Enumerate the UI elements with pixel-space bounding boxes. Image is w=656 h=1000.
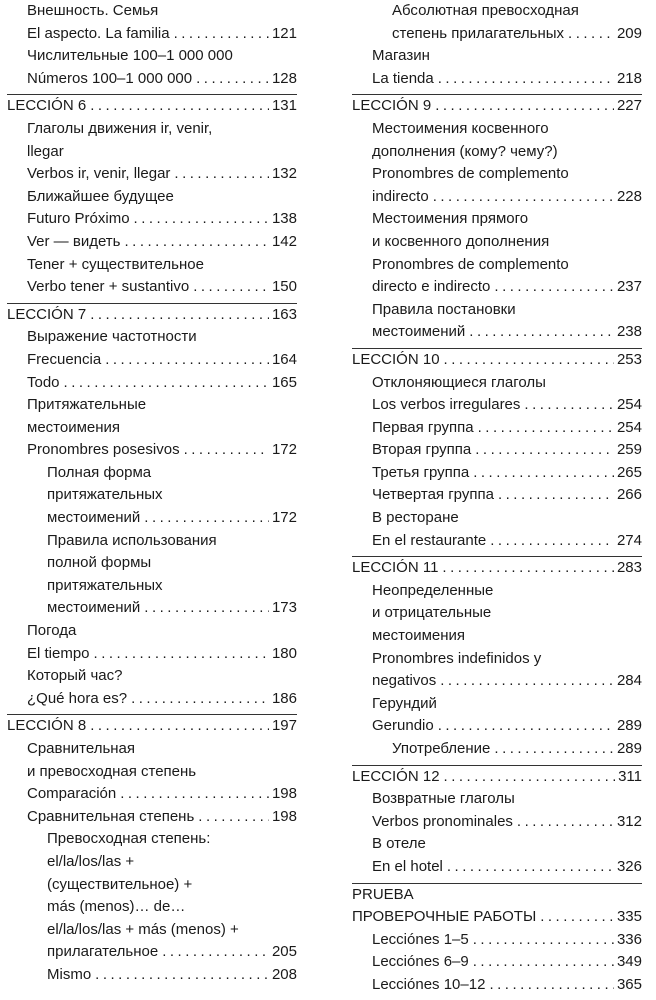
- toc-page-number: 253: [616, 350, 642, 368]
- dot-leader: [90, 643, 269, 666]
- toc-entry: [352, 670, 642, 693]
- toc-entry: [352, 299, 642, 322]
- dot-leader: [494, 484, 614, 507]
- toc-left-column: [7, 0, 297, 987]
- toc-entry: [352, 372, 642, 395]
- toc-right-column: [352, 0, 642, 997]
- dot-leader: [101, 349, 269, 372]
- toc-entry-text: Герундий: [372, 694, 437, 712]
- dot-leader: [180, 439, 269, 462]
- toc-entry: [352, 417, 642, 440]
- toc-entry: [7, 372, 297, 395]
- toc-entry: [352, 951, 642, 974]
- toc-page-number: 289: [616, 740, 642, 757]
- toc-page-number: 311: [618, 767, 642, 785]
- toc-page-number: 228: [616, 187, 642, 205]
- toc-entry: [7, 439, 297, 462]
- toc-entry: [352, 462, 642, 485]
- toc-entry-text: Verbo tener + sustantivo: [27, 278, 190, 296]
- toc-entry: [7, 231, 297, 254]
- toc-page-number: 131: [271, 97, 297, 115]
- toc-entry: [7, 141, 297, 164]
- toc-entry: [352, 929, 642, 952]
- toc-entry: [7, 597, 297, 620]
- toc-page-number: 198: [271, 807, 297, 825]
- toc-entry-text: negativos: [372, 672, 437, 690]
- dot-leader: [443, 856, 614, 879]
- toc-page-number: 326: [616, 857, 642, 875]
- toc-entry: [7, 254, 297, 277]
- toc-page-number: 163: [271, 305, 297, 323]
- toc-entry-text: Verbos ir, venir, llegar: [27, 165, 171, 183]
- toc-section: [7, 0, 297, 90]
- toc-entry: [7, 462, 297, 485]
- toc-entry-text: прилагательное: [47, 943, 159, 961]
- toc-entry-text: Внешность. Семья: [27, 2, 159, 19]
- toc-page-number: 335: [616, 908, 642, 926]
- toc-page-number: 173: [271, 599, 297, 617]
- toc-entry: [7, 851, 297, 874]
- toc-page-number: 336: [616, 930, 642, 948]
- dot-leader: [158, 941, 269, 964]
- toc-entry: [352, 276, 642, 299]
- toc-entry: [7, 417, 297, 440]
- toc-page-number: 259: [616, 441, 642, 459]
- toc-entry-text: LECCIÓN 12: [352, 767, 440, 785]
- toc-entry: [7, 688, 297, 711]
- toc-section: [352, 883, 642, 997]
- toc-entry: [352, 186, 642, 209]
- toc-entry-text: местоимений: [47, 599, 141, 617]
- toc-entry-text: LECCIÓN 8: [7, 717, 87, 735]
- toc-entry-text: Возвратные глаголы: [372, 790, 515, 808]
- toc-heading-entry: [7, 304, 297, 327]
- toc-entry-text: El tiempo: [27, 644, 90, 662]
- dot-leader: [436, 670, 614, 693]
- dot-leader: [91, 964, 269, 987]
- toc-entry-text: местоимения: [372, 627, 466, 645]
- toc-entry: [352, 715, 642, 738]
- dot-leader: [486, 530, 614, 553]
- toc-page-number: 283: [616, 559, 642, 577]
- toc-page-number: 198: [271, 785, 297, 803]
- toc-entry: [352, 833, 642, 856]
- toc-entry: [7, 964, 297, 987]
- dot-leader: [536, 906, 614, 929]
- toc-entry: [352, 856, 642, 879]
- toc-entry: [7, 874, 297, 897]
- toc-entry-text: LECCIÓN 10: [352, 350, 440, 368]
- toc-section: [352, 348, 642, 552]
- toc-entry-text: местоимений: [372, 323, 466, 341]
- toc-entry: [352, 439, 642, 462]
- toc-page-number: 138: [271, 210, 297, 228]
- toc-entry-text: Números 100–1 000 000: [27, 69, 193, 87]
- toc-entry-text: Отклоняющиеся глаголы: [372, 373, 546, 391]
- toc-page-number: 128: [271, 69, 297, 87]
- toc-heading-entry: [352, 766, 642, 789]
- dot-leader: [140, 597, 269, 620]
- dot-leader: [440, 349, 614, 372]
- toc-entry-text: Verbos pronominales: [372, 812, 513, 830]
- toc-heading-entry: [352, 349, 642, 372]
- toc-entry: [7, 896, 297, 919]
- toc-page-number: 284: [616, 672, 642, 690]
- toc-entry: [352, 141, 642, 164]
- dot-leader: [140, 507, 269, 530]
- dot-leader: [194, 806, 269, 829]
- toc-heading-entry: [352, 557, 642, 580]
- toc-entry-text: Futuro Próximo: [27, 210, 130, 228]
- toc-entry-text: Mismo: [47, 965, 92, 983]
- dot-leader: [130, 208, 269, 231]
- toc-page-number: 254: [616, 396, 642, 414]
- toc-entry-text: Comparación: [27, 785, 117, 803]
- toc-page-number: 208: [271, 965, 297, 983]
- toc-entry-text: Pronombres indefinidos y: [372, 649, 542, 667]
- toc-entry-text: el/la/los/las +: [47, 852, 135, 870]
- toc-page-number: 180: [271, 644, 297, 662]
- toc-entry: [7, 163, 297, 186]
- toc-entry: [352, 208, 642, 231]
- toc-heading-entry: [7, 95, 297, 118]
- dot-leader: [127, 688, 269, 711]
- dot-leader: [60, 372, 269, 395]
- toc-entry: [352, 530, 642, 553]
- toc-entry: [352, 507, 642, 530]
- dot-leader: [434, 715, 614, 738]
- toc-section: [352, 765, 642, 879]
- toc-entry: [352, 974, 642, 997]
- toc-entry-text: LECCIÓN 6: [7, 97, 87, 115]
- dot-leader: [564, 23, 614, 46]
- toc-section: [352, 0, 642, 90]
- toc-entry-text: Глаголы движения ir, venir,: [27, 119, 213, 137]
- toc-entry-text: ПРОВЕРОЧНЫЕ РАБОТЫ: [352, 908, 537, 926]
- toc-entry: [7, 394, 297, 417]
- dot-leader: [474, 417, 614, 440]
- toc-page-number: 312: [616, 812, 642, 830]
- toc-entry-text: indirecto: [372, 187, 429, 205]
- toc-entry: [7, 665, 297, 688]
- toc-entry-text: Абсолютная превосходная: [392, 2, 579, 19]
- toc-entry: [7, 326, 297, 349]
- toc-entry-text: Сравнительная степень: [27, 807, 195, 825]
- toc-page-number: 365: [616, 975, 642, 993]
- toc-page-number: 142: [271, 232, 297, 250]
- dot-leader: [431, 95, 614, 118]
- toc-page-number: 265: [616, 463, 642, 481]
- toc-entry: [352, 602, 642, 625]
- toc-entry: [352, 625, 642, 648]
- toc-entry: [352, 45, 642, 68]
- toc-entry-text: местоимений: [47, 509, 141, 527]
- toc-entry-text: Правила постановки: [372, 300, 516, 318]
- toc-entry: [352, 788, 642, 811]
- toc-entry-text: Числительные 100–1 000 000: [27, 47, 233, 65]
- dot-leader: [170, 23, 269, 46]
- toc-entry-text: (существительное) +: [47, 875, 193, 893]
- toc-entry: [7, 738, 297, 761]
- toc-entry: [352, 648, 642, 671]
- toc-entry: [352, 484, 642, 507]
- toc-entry-text: дополнения (кому? чему?): [372, 142, 558, 160]
- toc-entry-text: местоимения: [27, 418, 121, 436]
- toc-entry-text: Pronombres posesivos: [27, 441, 180, 459]
- toc-entry-text: Ближайшее будущее: [27, 187, 174, 205]
- toc-entry-text: PRUEBA: [352, 885, 414, 903]
- toc-entry-text: Первая группа: [372, 418, 474, 436]
- toc-page-number: 218: [616, 69, 642, 87]
- toc-entry-text: и косвенного дополнения: [372, 232, 550, 250]
- toc-page-number: 165: [271, 373, 297, 391]
- toc-heading-entry: [352, 906, 642, 929]
- toc-entry-text: В ресторане: [372, 509, 459, 527]
- toc-entry-text: и превосходная степень: [27, 762, 197, 780]
- toc-entry-text: Сравнительная: [27, 740, 136, 757]
- toc-entry: [352, 811, 642, 834]
- toc-page-number: 121: [271, 24, 297, 42]
- dot-leader: [192, 68, 269, 91]
- toc-page-number: 205: [271, 943, 297, 961]
- toc-entry: [7, 552, 297, 575]
- toc-entry: [7, 118, 297, 141]
- toc-entry-text: Притяжательные: [27, 396, 147, 414]
- toc-page-number: 164: [271, 350, 297, 368]
- dot-leader: [120, 231, 268, 254]
- toc-entry-text: Четвертая группа: [372, 486, 494, 504]
- toc-entry: [7, 941, 297, 964]
- toc-entry: [352, 163, 642, 186]
- toc-entry-text: En el restaurante: [372, 531, 487, 549]
- dot-leader: [469, 929, 614, 952]
- toc-section: [352, 556, 642, 760]
- toc-section: [352, 94, 642, 344]
- toc-entry-text: Lecciónes 1–5: [372, 930, 469, 948]
- dot-leader: [490, 276, 614, 299]
- toc-page-number: 289: [616, 717, 642, 735]
- toc-entry: [352, 231, 642, 254]
- dot-leader: [490, 738, 614, 761]
- toc-entry-text: Frecuencia: [27, 350, 102, 368]
- toc-page-number: 266: [616, 486, 642, 504]
- dot-leader: [86, 95, 269, 118]
- toc-entry-text: В отеле: [372, 835, 426, 853]
- toc-entry-text: Погода: [27, 622, 77, 640]
- toc-entry: [7, 761, 297, 784]
- toc-entry-text: Употребление: [392, 740, 491, 757]
- toc-page-number: 209: [616, 24, 642, 42]
- toc-heading-entry: [7, 715, 297, 738]
- toc-entry-text: Pronombres de complemento: [372, 255, 569, 273]
- toc-entry: [352, 738, 642, 761]
- toc-entry: [352, 394, 642, 417]
- toc-entry: [352, 23, 642, 46]
- toc-entry-text: Lecciónes 6–9: [372, 953, 469, 971]
- toc-heading-entry: [352, 884, 642, 907]
- toc-entry-text: Неопределенные: [372, 581, 494, 599]
- toc-entry-text: притяжательных: [47, 576, 163, 594]
- toc-entry-text: Ver — видеть: [27, 232, 121, 250]
- toc-section: [7, 303, 297, 711]
- toc-entry-text: Выражение частотности: [27, 328, 197, 346]
- dot-leader: [471, 439, 614, 462]
- toc-entry-text: Tener + существительное: [27, 255, 204, 273]
- toc-entry-text: llegar: [27, 142, 64, 160]
- toc-entry: [7, 186, 297, 209]
- dot-leader: [116, 783, 269, 806]
- toc-page-number: 349: [616, 953, 642, 971]
- dot-leader: [434, 68, 614, 91]
- toc-entry-text: LECCIÓN 11: [352, 559, 439, 577]
- toc-entry-text: Правила использования: [47, 531, 217, 549]
- toc-entry: [7, 208, 297, 231]
- dot-leader: [170, 163, 269, 186]
- toc-entry-text: directo e indirecto: [372, 278, 491, 296]
- toc-entry: [352, 0, 642, 23]
- toc-entry-text: En el hotel: [372, 857, 443, 875]
- toc-entry-text: Магазин: [372, 47, 430, 65]
- toc-page-number: 186: [271, 689, 297, 707]
- toc-page-number: 237: [616, 278, 642, 296]
- toc-entry-text: Превосходная степень:: [47, 830, 211, 848]
- toc-page-number: 274: [616, 531, 642, 549]
- toc-entry: [7, 507, 297, 530]
- dot-leader: [189, 276, 269, 299]
- toc-entry-text: Pronombres de complemento: [372, 165, 569, 183]
- toc-entry-text: степень прилагательных: [392, 24, 565, 42]
- toc-entry: [352, 118, 642, 141]
- toc-entry-text: притяжательных: [47, 486, 163, 504]
- toc-entry-text: Третья группа: [372, 463, 470, 481]
- toc-entry: [7, 828, 297, 851]
- toc-entry-text: полной формы: [47, 554, 152, 572]
- toc-entry-text: Lecciónes 10–12: [372, 975, 486, 993]
- toc-entry-text: LECCIÓN 7: [7, 305, 87, 323]
- toc-entry: [7, 23, 297, 46]
- toc-section: [7, 94, 297, 298]
- dot-leader: [513, 811, 614, 834]
- toc-entry-text: más (menos)… de…: [47, 898, 186, 916]
- toc-entry-text: Местоимения косвенного: [372, 119, 549, 137]
- dot-leader: [469, 462, 614, 485]
- toc-page-number: 254: [616, 418, 642, 436]
- toc-entry: [352, 68, 642, 91]
- dot-leader: [438, 557, 614, 580]
- toc-entry: [7, 484, 297, 507]
- toc-entry-text: Los verbos irregulares: [372, 396, 521, 414]
- toc-entry-text: Полная форма: [47, 463, 152, 481]
- toc-entry-text: La tienda: [372, 69, 434, 87]
- toc-entry-text: Вторая группа: [372, 441, 472, 459]
- toc-entry: [7, 919, 297, 942]
- toc-entry-text: и отрицательные: [372, 604, 492, 622]
- toc-entry-text: Gerundio: [372, 717, 434, 735]
- toc-entry: [7, 575, 297, 598]
- toc-page-number: 172: [271, 509, 297, 527]
- toc-page-number: 227: [616, 97, 642, 115]
- toc-entry: [7, 68, 297, 91]
- toc-entry: [352, 580, 642, 603]
- toc-entry-text: ¿Qué hora es?: [27, 689, 128, 707]
- toc-heading-entry: [352, 95, 642, 118]
- toc-page-number: 150: [271, 278, 297, 296]
- dot-leader: [440, 766, 616, 789]
- toc-page-number: 238: [616, 323, 642, 341]
- toc-entry: [7, 45, 297, 68]
- toc-page-number: 172: [271, 441, 297, 459]
- dot-leader: [429, 186, 614, 209]
- toc-entry: [7, 0, 297, 23]
- toc-entry: [7, 276, 297, 299]
- dot-leader: [485, 974, 614, 997]
- toc-entry-text: Todo: [27, 373, 60, 391]
- toc-entry-text: el/la/los/las + más (menos) +: [47, 920, 239, 938]
- dot-leader: [469, 951, 614, 974]
- toc-page-number: 132: [271, 165, 297, 183]
- toc-entry: [7, 806, 297, 829]
- toc-entry: [7, 643, 297, 666]
- toc-entry: [7, 530, 297, 553]
- toc-entry-text: El aspecto. La familia: [27, 24, 170, 42]
- toc-entry: [7, 783, 297, 806]
- dot-leader: [86, 715, 269, 738]
- dot-leader: [520, 394, 614, 417]
- toc-page-number: 197: [271, 717, 297, 735]
- toc-section: [7, 714, 297, 986]
- dot-leader: [86, 304, 269, 327]
- toc-entry-text: Местоимения прямого: [372, 210, 529, 228]
- toc-entry: [352, 693, 642, 716]
- toc-entry-text: LECCIÓN 9: [352, 97, 432, 115]
- toc-entry: [7, 349, 297, 372]
- dot-leader: [465, 321, 614, 344]
- toc-entry: [7, 620, 297, 643]
- toc-entry: [352, 254, 642, 277]
- toc-entry: [352, 321, 642, 344]
- toc-entry-text: Который час?: [27, 667, 123, 685]
